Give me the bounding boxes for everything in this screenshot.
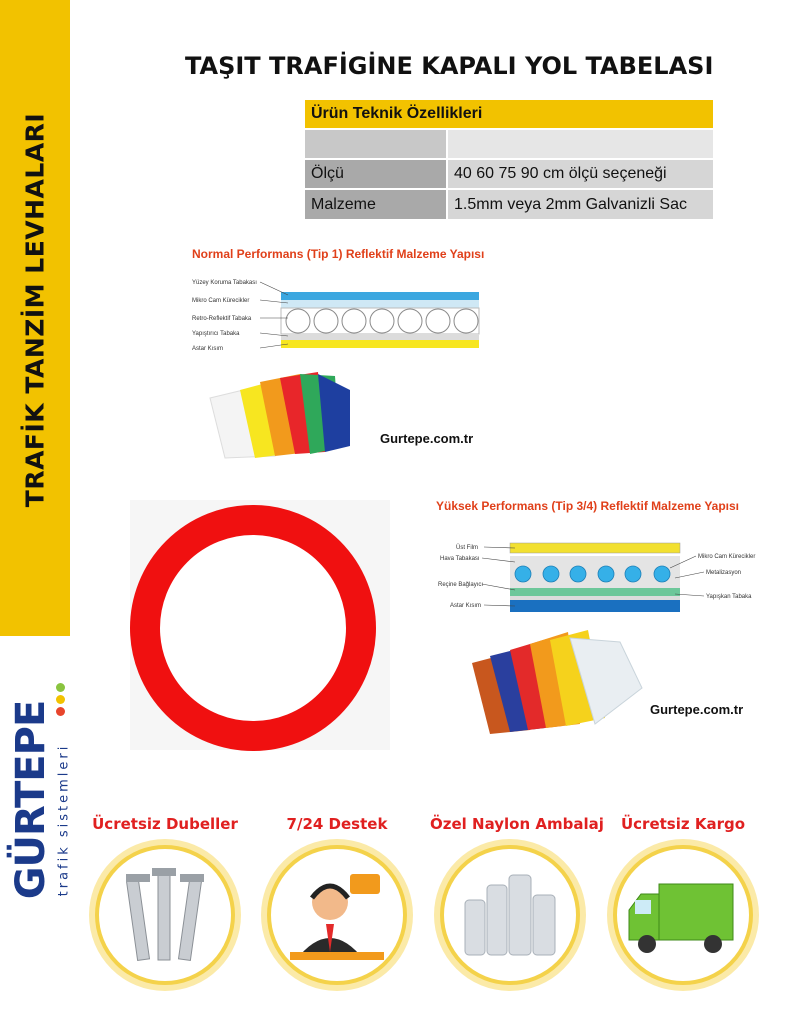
layer-label: Yapışkan Tabaka <box>706 594 752 600</box>
feature-label: Ücretsiz Kargo <box>620 815 746 833</box>
reflective-sheets-high-image <box>470 628 650 736</box>
site-url-1: Gurtepe.com.tr <box>380 431 474 446</box>
brand-tagline: trafik sistemleri <box>56 743 72 897</box>
feature-label: Ücretsiz Dubeller <box>92 815 238 833</box>
delivery-truck-icon <box>623 860 743 970</box>
feature-support <box>257 815 417 985</box>
feature-label: Özel Naylon Ambalaj <box>430 815 604 833</box>
layer-label: Hava Tabakası <box>440 556 480 562</box>
normal-diagram-title: Normal Performans (Tip 1) Reflektif Malzeme Yapısı <box>192 247 485 261</box>
reflective-sheets-normal-image <box>200 368 360 460</box>
feature-label: 7/24 Destek <box>286 815 388 833</box>
spec-key: Ölçü <box>305 159 447 189</box>
feature-free-shipping <box>603 815 763 985</box>
sidebar-title: TRAFİK TANZİM LEVHALARI <box>20 112 50 508</box>
spec-key <box>305 129 447 159</box>
layer-label: Yüzey Koruma Tabakası <box>192 280 257 286</box>
logo-dot-red <box>56 707 65 716</box>
layer-label: Yapıştırıcı Tabaka <box>192 331 240 337</box>
layer-label: Astar Kısım <box>450 603 482 609</box>
feature-packaging <box>430 815 604 985</box>
feature-free-anchors <box>85 815 245 985</box>
spec-table <box>305 98 713 219</box>
sidebar-banner <box>0 0 70 636</box>
brand-logo: GÜRTEPE <box>8 700 54 900</box>
support-agent-icon <box>282 860 392 970</box>
table-row <box>305 189 713 219</box>
layer-label: Reçine Bağlayıcı <box>438 582 484 588</box>
spec-value: 40 60 75 90 cm ölçü seçeneği <box>447 159 713 189</box>
site-url-2: Gurtepe.com.tr <box>650 702 744 717</box>
layer-label: Astar Kısım <box>192 346 224 352</box>
layer-label: Retro-Reflektif Tabaka <box>192 316 252 322</box>
layer-label: Mikro Cam Kürecikler <box>698 554 756 560</box>
logo-dot-green <box>56 683 65 692</box>
normal-layer-diagram <box>188 272 488 357</box>
plastic-wrap-rolls-icon <box>455 860 565 970</box>
spec-value: 1.5mm veya 2mm Galvanizli Sac <box>447 189 713 219</box>
anchor-bolts-icon <box>110 860 220 970</box>
spec-key: Malzeme <box>305 189 447 219</box>
road-closed-sign <box>130 505 376 751</box>
layer-label: Mikro Cam Kürecikler <box>192 298 250 304</box>
page-title: TAŞIT TRAFİGİNE KAPALI YOL TABELASI <box>185 52 714 80</box>
layer-label: Üst Film <box>456 545 478 551</box>
high-diagram-title: Yüksek Performans (Tip 3/4) Reflektif Malzeme Yapısı <box>436 499 740 513</box>
spec-table-header: Ürün Teknik Özellikleri <box>305 99 713 129</box>
layer-label: Metalizasyon <box>706 570 742 576</box>
high-layer-diagram <box>420 538 765 620</box>
table-row <box>305 159 713 189</box>
logo-dot-yellow <box>56 695 65 704</box>
spec-value <box>447 129 713 159</box>
table-row <box>305 129 713 159</box>
